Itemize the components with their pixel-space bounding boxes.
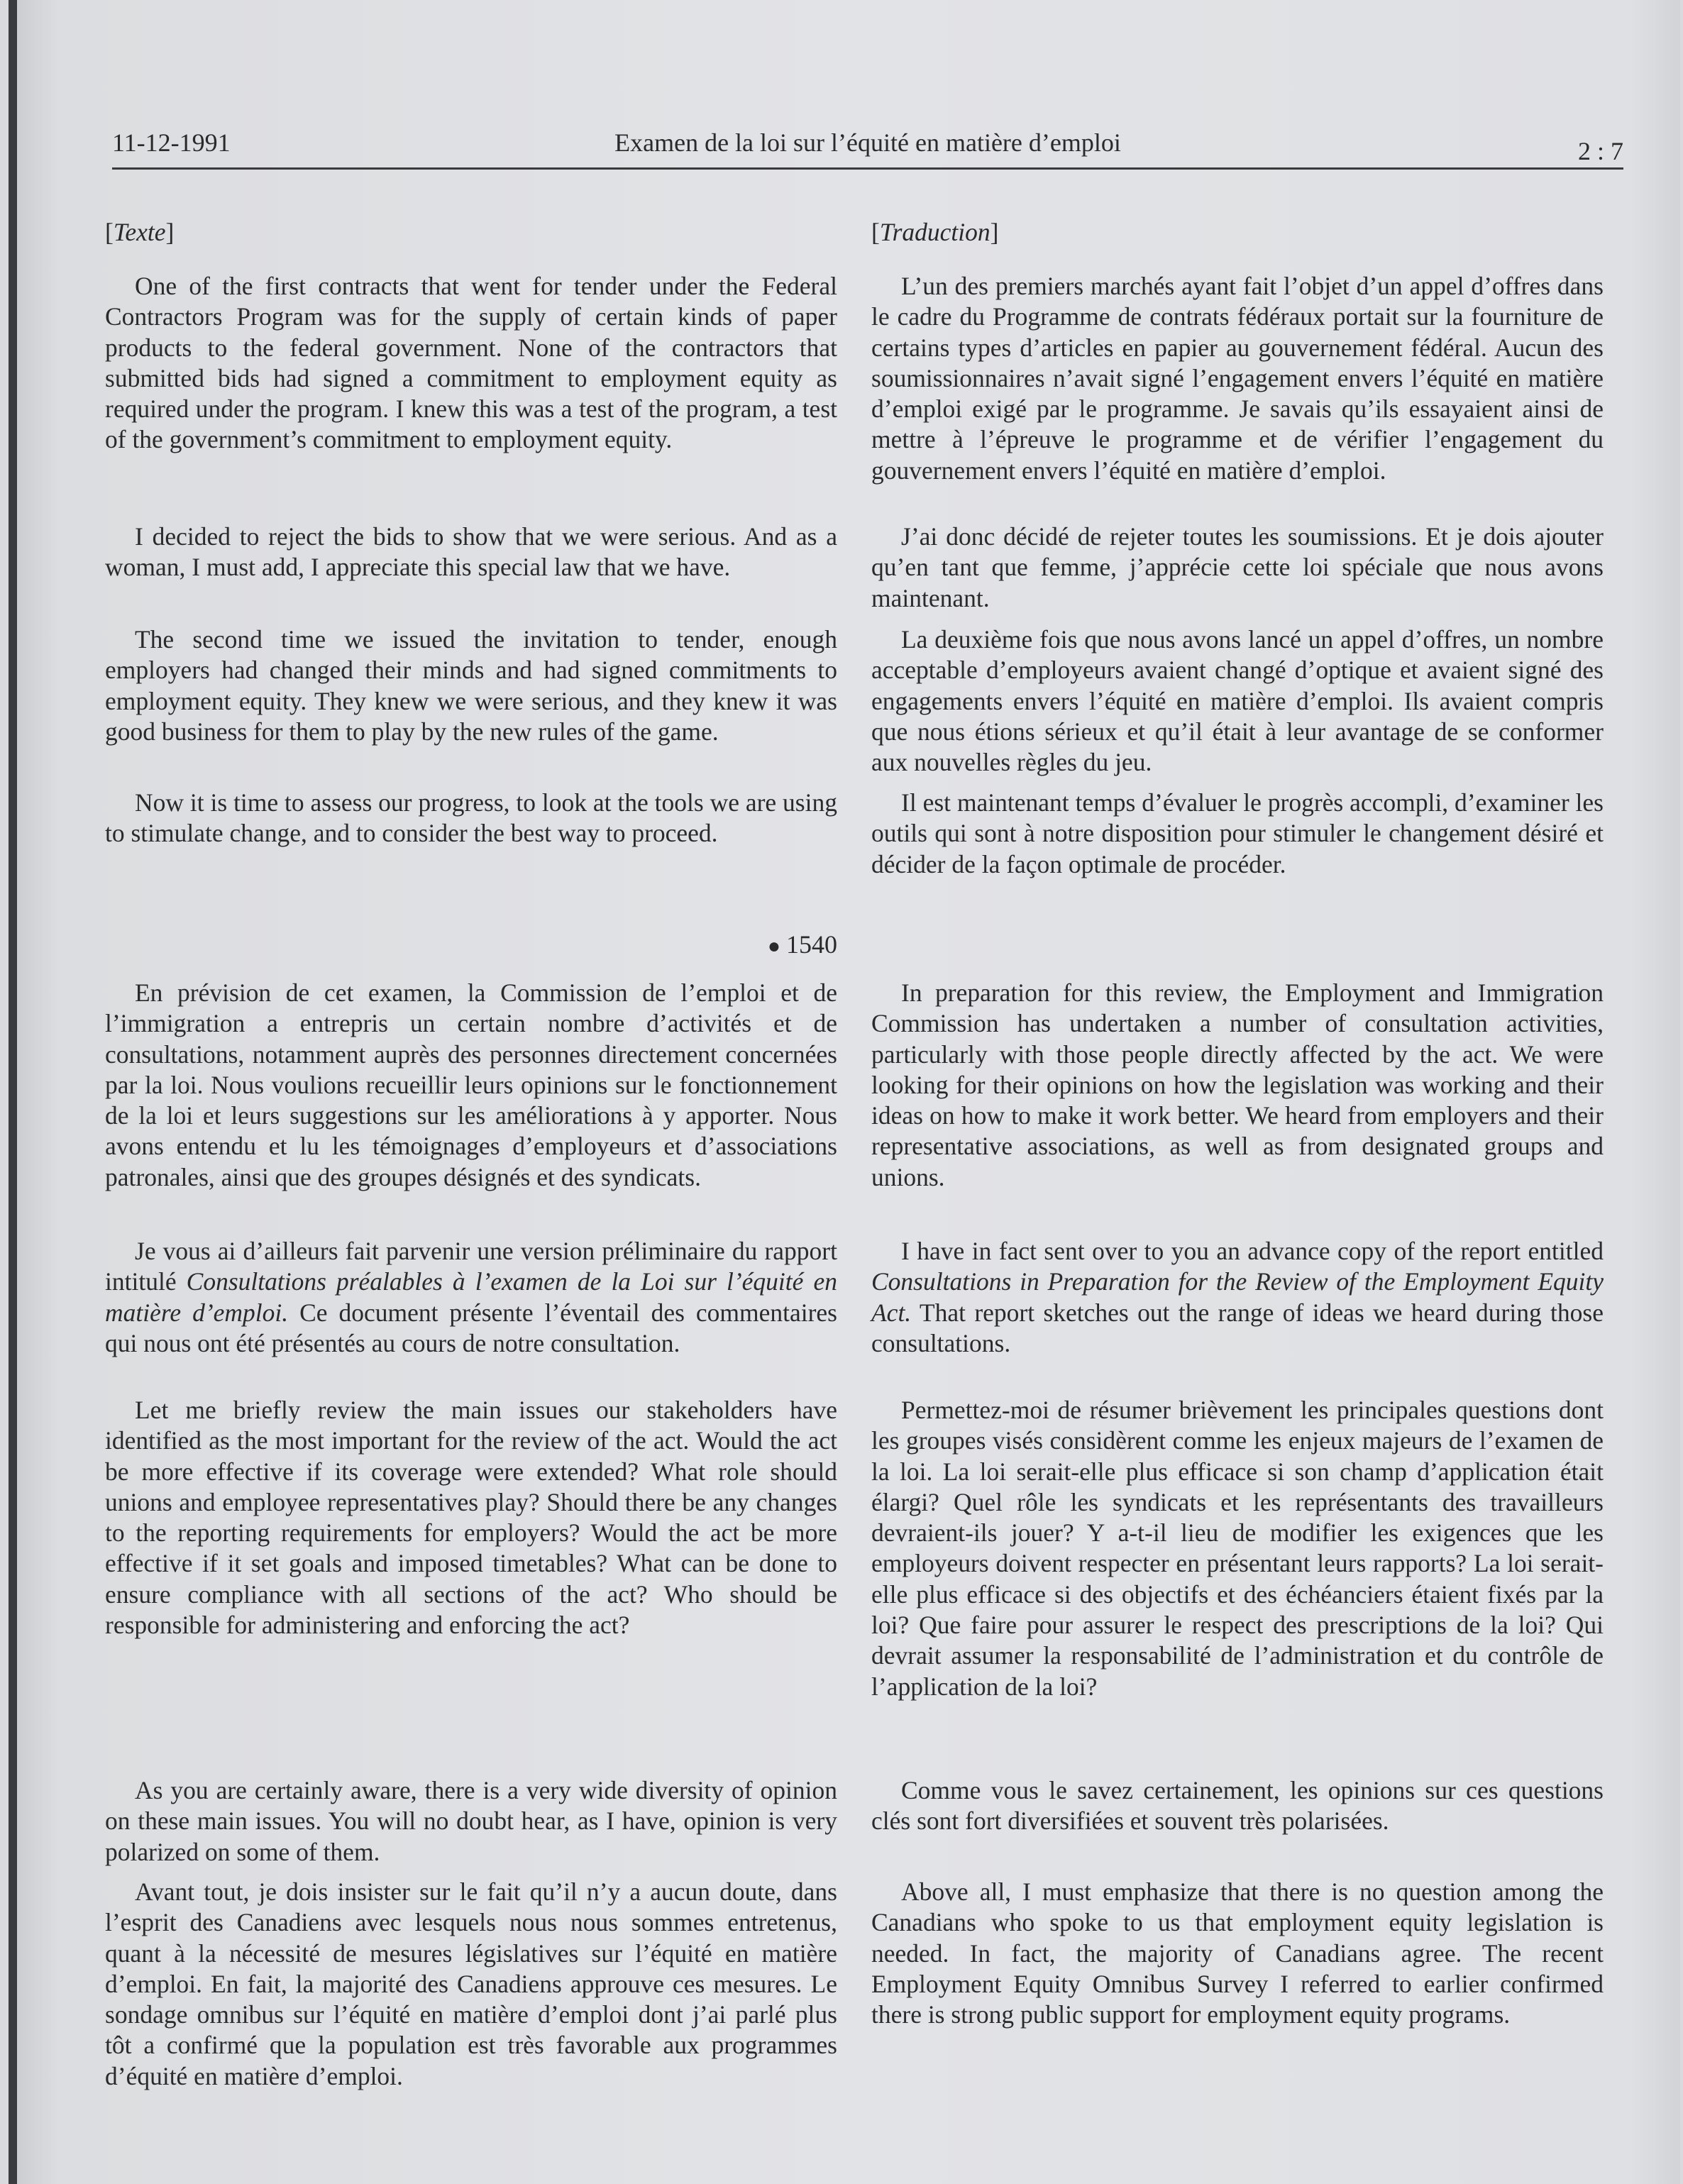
report-title-fr: Consultations préalables à l’examen de la Loi sur l’équité en matière d’emploi.	[105, 1267, 837, 1327]
right-paragraph-3: La deuxième fois que nous avons lancé un appel d’offres, un nombre acceptable d’employeurs avaient changé d’optique et avaient signé des engagements envers l’équité en matière d’emploi. Ils avaient compris que nous étions sérieux et qu’il était à leur avantage de se conformer aux nouvelles règles du jeu.	[871, 625, 1604, 777]
right-paragraph-7: Permettez-moi de résumer brièvement les principales questions dont les groupes visés considèrent comme les enjeux majeurs de l’examen de la loi. La loi serait-elle plus efficace si son champ d’application était élargi? Quel rôle les syndicats et les représentants des travailleurs devraient-ils jouer? Y a-t-il lieu de modifier les exigences que les employeurs doivent respecter en présentant leurs rapports? La loi serait-elle plus efficace si des objectifs et des échéanciers étaient fixés par la loi? Que faire pour assurer le respect des prescriptions de la loi? Qui devrait assumer la responsabilité de l’administration et du contrôle de l’application de la loi?	[871, 1396, 1604, 1701]
left-column-label: [Texte]	[105, 218, 175, 246]
time-marker: ● 1540	[767, 930, 837, 959]
left-paragraph-5: En prévision de cet examen, la Commission de l’emploi et de l’immigration a entrepris un certain nombre d’activités et de consultations, notamment auprès des personnes directement concernées par la loi. Nous voulions recueillir leurs opinions sur le fonctionnement de la loi et leurs suggestions sur les améliorations à y apporter. Nous avons entendu et lu les témoignages d’employeurs et d’associations patronales, ainsi que des groupes désignés et des syndicats.	[105, 978, 837, 1191]
report-title-en: Consultations in Preparation for the Review of the Employment Equity Act.	[871, 1267, 1604, 1327]
right-column-label: [Traduction]	[871, 218, 999, 246]
left-paragraph-6: Je vous ai d’ailleurs fait parvenir une version préliminaire du rapport intitulé Consultations préalables à l’examen de la Loi sur l’équité en matière d’emploi. Ce document présente l’éventail des commentaires qui nous ont été présentés au cours de notre consultation.	[105, 1237, 837, 1357]
page-edge	[9, 0, 17, 2184]
right-paragraph-2: J’ai donc décidé de rejeter toutes les soumissions. Et je dois ajouter qu’en tant que femme, j’apprécie cette loi spéciale que nous avons maintenant.	[871, 522, 1604, 612]
right-paragraph-1: L’un des premiers marchés ayant fait l’objet d’un appel d’offres dans le cadre du Programme de contrats fédéraux portait sur la fourniture de certains types d’articles en papier au gouvernement fédéral. Aucun des soumissionnaires n’avait signé l’engagement envers l’équité en matière d’emploi exigé par le programme. Je savais qu’ils essayaient ainsi de mettre à l’épreuve le programme et de vérifier l’engagement du gouvernement envers l’équité en matière d’emploi.	[871, 272, 1604, 485]
header-title: Examen de la loi sur l’équité en matière d’emploi	[614, 128, 1121, 157]
page-header	[112, 126, 1623, 170]
left-paragraph-2: I decided to reject the bids to show that we were serious. And as a woman, I must add, I appreciate this special law that we have.	[105, 522, 837, 582]
left-paragraph-8: As you are certainly aware, there is a very wide diversity of opinion on these main issues. You will no doubt hear, as I have, opinion is very polarized on some of them.	[105, 1776, 837, 1866]
right-paragraph-4: Il est maintenant temps d’évaluer le progrès accompli, d’examiner les outils qui sont à notre disposition pour stimuler le changement désiré et décider de la façon optimale de procéder.	[871, 788, 1604, 878]
left-paragraph-7: Let me briefly review the main issues our stakeholders have identified as the most important for the review of the act. Would the act be more effective if its coverage were extended? What role should unions and employee representatives play? Should there be any changes to the reporting requirements for employers? Would the act be more effective if it set goals and imposed timetables? What can be done to ensure compliance with all sections of the act? Who should be responsible for administering and enforcing the act?	[105, 1396, 837, 1640]
document-page	[9, 0, 1680, 2184]
header-date: 11-12-1991	[112, 128, 231, 157]
header-page-number: 2 : 7	[1577, 137, 1623, 165]
right-paragraph-6: I have in fact sent over to you an advance copy of the report entitled Consultations in Preparation for the Review of the Employment Equity Act. That report sketches out the range of ideas we heard during those consultations.	[871, 1237, 1604, 1357]
left-paragraph-1: One of the first contracts that went for tender under the Federal Contractors Program was for the supply of certain kinds of paper products to the federal government. None of the contractors that submitted bids had signed a commitment to employment equity as required under the program. I knew this was a test of the program, a test of the government’s commitment to employment equity.	[105, 272, 837, 454]
right-paragraph-9: Above all, I must emphasize that there is no question among the Canadians who spoke to us that employment equity legislation is needed. In fact, the majority of Canadians agree. The recent Employment Equity Omnibus Survey I referred to earlier confirmed there is strong public support for employment equity programs.	[871, 1877, 1604, 2029]
right-paragraph-8: Comme vous le savez certainement, les opinions sur ces questions clés sont fort diversifiées et souvent très polarisées.	[871, 1776, 1604, 1836]
left-paragraph-4: Now it is time to assess our progress, to look at the tools we are using to stimulate change, and to consider the best way to proceed.	[105, 788, 837, 848]
left-paragraph-9: Avant tout, je dois insister sur le fait qu’il n’y a aucun doute, dans l’esprit des Canadiens avec lesquels nous nous sommes entretenus, quant à la nécessité de mesures législatives sur l’équité en matière d’emploi. En fait, la majorité des Canadiens approuve ces mesures. Le sondage omnibus sur l’équité en matière d’emploi dont j’ai parlé plus tôt a confirmé que la population est très favorable aux programmes d’équité en matière d’emploi.	[105, 1877, 837, 2090]
bullet-icon: ●	[767, 934, 780, 958]
left-paragraph-3: The second time we issued the invitation to tender, enough employers had changed their minds and had signed commitments to employment equity. They knew we were serious, and they knew it was good business for them to play by the new rules of the game.	[105, 625, 837, 746]
right-paragraph-5: In preparation for this review, the Employment and Immigration Commission has undertaken a number of consultation activities, particularly with those people directly affected by the act. We were looking for their opinions on how the legislation was working and their ideas on how to make it work better. We heard from employers and their representative associations, as well as from designated groups and unions.	[871, 978, 1604, 1191]
